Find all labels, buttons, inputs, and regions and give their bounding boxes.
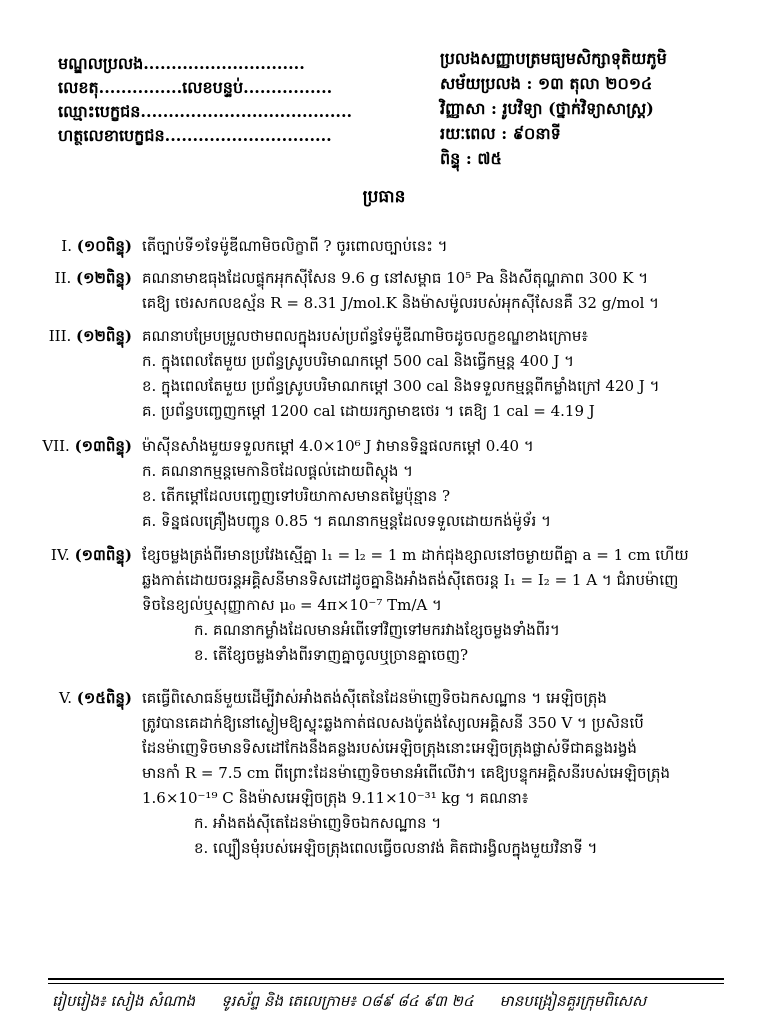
question-line: ឆ្លងកាត់ដោយចរន្តអគ្គិសនីមានទិសដៅដូចគ្នានិងអាំងតង់ស៊ីតេចរន្ត I₁ = I₂ = 1 A ។ ជំរាបម៉ាញេ [142,571,679,589]
question-line: តើច្បាប់ទី១ទែម៉ូឌីណាមិចលិក្ខាពី ? ចូរពោលច្បាប់នេះ ។ [142,237,448,255]
sub-question: ក. អាំងតង់ស៊ីតេដែនម៉ាញេទិចឯកសណ្ឋាន ។ [194,814,442,832]
exam-duration: រយៈពេល : ៩០នាទី [440,124,561,143]
candidate-signature-field: ហត្ថលេខាបេក្ខជន.............................. [58,126,332,145]
sub-question: ខ. តើកម្ដៅដែលបញ្ចេញទៅបរិយាកាសមានតម្លៃប៉ុន្មាន ? [142,487,450,505]
question-line: ត្រូវបានគេដាក់ឱ្យនៅស្ងៀមឱ្យស្ទុះឆ្លងកាត់ផលសងប៉ូតង់ស្យែលអគ្គិសនី 350 V ។ ប្រសិនបើ [142,714,644,732]
footer-contact: ទូរស័ព្ទ និង តេលេក្រាម៖ ០៨៩ ៨៤ ៩៣ ២៤ [221,992,474,1010]
question-number: I. (១០ពិន្ទុ) [61,237,132,255]
exam-info-right [440,46,740,171]
question-number: II. (១២ពិន្ទុ) [54,269,132,287]
sub-question: គ. ទិន្នផលគ្រឿងបញ្ជូន 0.85 ។ គណនាកម្មន្តដែលទទួលដោយកង់ម៉ូទ័រ ។ [142,512,551,530]
question-1 [61,234,736,259]
footer-divider [48,978,724,980]
exam-center-field: មណ្ឌលប្រលង............................. [58,54,305,73]
question-line: ដែនម៉ាញេទិចមានទិសដៅកែងនឹងគន្លងរបស់អេឡិចត្រុងនោះអេឡិចត្រុងផ្លាស់ទីជាគន្លងរង្វង់ [142,739,637,757]
sub-question: ក. គណនាកម្លាំងដែលមានអំពើទៅវិញទៅមករវាងខ្សែចម្លងទាំងពីរ។ [194,621,560,639]
footer-note: មានបង្រៀនគួរក្រុមពិសេស [499,992,647,1010]
question-7 [42,434,736,534]
question-line: ទិចនៃខ្យល់ឬសុញ្ញាកាស μ₀ = 4π×10⁻⁷ Tm/A ។ [142,596,442,614]
question-3 [48,324,746,424]
question-line: គណនាមាឌធុងដែលផ្ទុកអុកស៊ីសែន 9.6 g នៅសម្ពាធ 10⁵ Pa និងសីតុណ្ហភាព 300 K ។ [142,269,649,287]
question-line: មានកាំ R = 7.5 cm ពីព្រោះដែនម៉ាញេទិចមានអំពើលើវា។ គេឱ្យបន្ទុកអគ្គិសនីរបស់អេឡិចត្រុង [142,764,671,782]
candidate-name-field: ឈ្មោះបេក្ខជន...................................... [58,102,353,121]
sub-question: ខ. ល្បឿនមុំរបស់អេឡិចត្រុងពេលធ្វើចលនាវង់ គិតជារង្វិលក្នុងមួយវិនាទី ។ [194,839,598,857]
question-line: គេឱ្យ ថេរសកលឧស្ម័ន R = 8.31 J/mol.K និងម៉ាសម៉ូលរបស់អុកស៊ីសែនគឺ 32 g/mol ។ [142,294,660,312]
footer-author: រៀបរៀង៖ សៀង សំណាង [52,992,196,1010]
sub-question: ក. គណនាកម្មន្តមេកានិចដែលផ្ដល់ដោយពិស្ដុង ។ [142,462,414,480]
question-line: 1.6×10⁻¹⁹ C និងម៉ាសអេឡិចត្រុង 9.11×10⁻³¹ kg ។ គណនា៖ [142,789,529,807]
page-title: ប្រធាន [362,187,406,207]
question-number: IV. (១៣ពិន្ទុ) [50,546,132,564]
exam-info-left [58,52,358,148]
question-number: III. (១២ពិន្ទុ) [48,327,132,345]
question-number: V. (១៥ពិន្ទុ) [59,689,132,707]
exam-subject: វិញ្ញាសា : រូបវិទ្យា (ថ្នាក់វិទ្យាសាស្ត្រ) [440,99,654,118]
exam-session: សម័យប្រលង : ១៣ តុលា ២០១៤ [440,74,653,93]
table-room-field: លេខតុ...............លេខបន្ទប់................ [58,78,333,97]
exam-name: ប្រលងសញ្ញាបត្រមធ្យមសិក្សាទុតិយភូមិ [440,49,667,68]
question-line: គេធ្វើពិសោធន៍មួយដើម្បីវាស់អាំងតង់ស៊ីតេនៃដែនម៉ាញេទិចឯកសណ្ឋាន ។ អេឡិចត្រុង [142,689,607,707]
question-line: ម៉ាស៊ីនសាំងមួយទទួលកម្ដៅ 4.0×10⁶ J វាមានទិន្នផលកម្ដៅ 0.40 ។ [142,437,534,455]
exam-score: ពិន្ទុ : ៧៥ [440,149,502,168]
sub-question: ខ. ក្នុងពេលតែមួយ ប្រព័ន្ធស្រូបបរិមាណកម្ដៅ 300 cal និងទទួលកម្មន្តពីកម្លាំងក្រៅ 420 J ។ [142,377,660,395]
question-5 [59,686,736,861]
footer-divider-thin [48,983,724,984]
question-2 [54,266,736,316]
question-line: គណនាបម្រែបម្រួលថាមពលក្នុងរបស់ប្រព័ន្ធទែម៉ូឌីណាមិចដូចលក្ខខណ្ឌខាងក្រោម៖ [142,327,588,345]
question-number: VII. (១៣ពិន្ទុ) [42,437,132,455]
footer [52,992,722,1014]
question-4 [50,543,736,668]
question-line: ខ្សែចម្លងត្រង់ពីរមានប្រវែងស្មើគ្នា l₁ = l₂ = 1 m ដាក់ជុងខ្សាលនៅចម្ងាយពីគ្នា a = 1 cm ហើយ [142,546,689,564]
sub-question: គ. ប្រព័ន្ធបញ្ចេញកម្ដៅ 1200 cal ដោយរក្សាមាឌថេរ ។ គេឱ្យ 1 cal = 4.19 J [142,402,595,420]
sub-question: ក. ក្នុងពេលតែមួយ ប្រព័ន្ធស្រូបបរិមាណកម្ដៅ 500 cal និងធ្វើកម្មន្ត 400 J ។ [142,352,575,370]
sub-question: ខ. តើខ្សែចម្លងទាំងពីរទាញគ្នាចូលឬច្រានគ្នាចេញ? [194,646,469,664]
